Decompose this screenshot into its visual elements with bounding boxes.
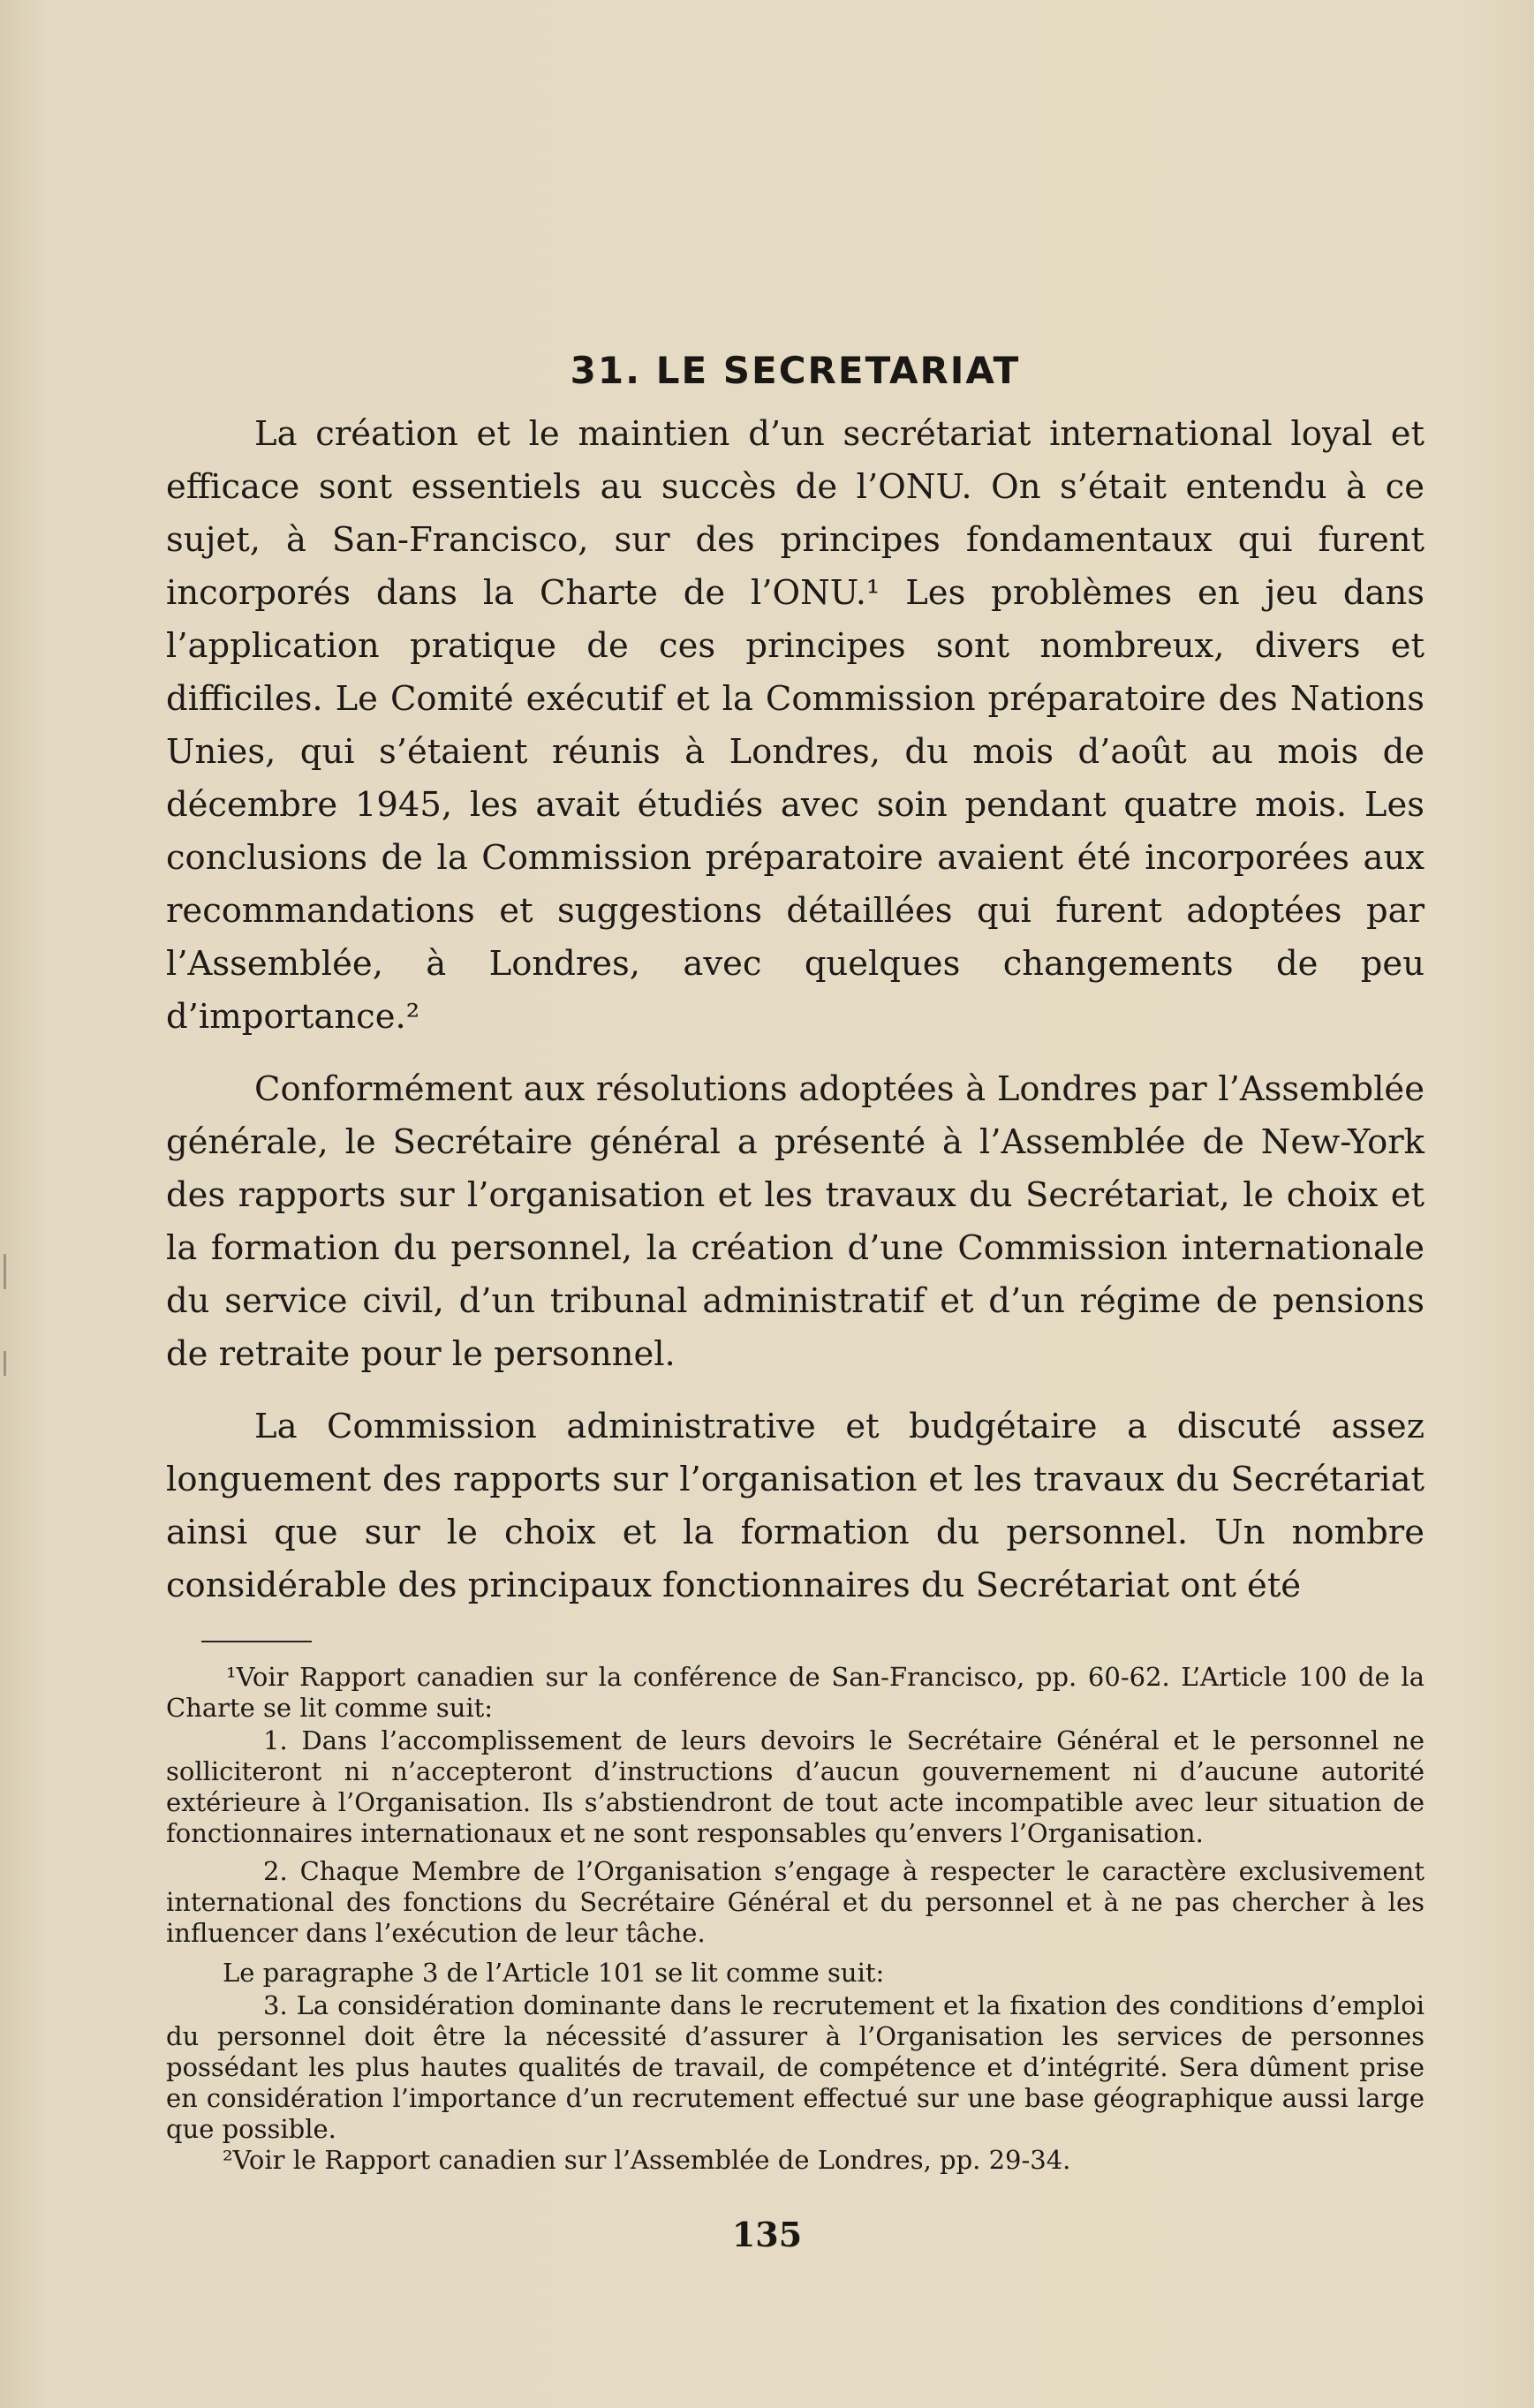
scan-edge-mark [4,1351,6,1376]
footnote-quote-2: 2. Chaque Membre de l’Organisation s’engage à respecter le caractère exclusivement international des fonctions du Secrétaire Général et du personnel et à ne pas chercher à les influencer dans l’exécution de leur tâche. [166,1856,1424,1948]
footnote-lead: Le paragraphe 3 de l’Article 101 se lit comme suit: [223,1958,885,1988]
section-title: 31. LE SECRETARIAT [570,349,1021,392]
page-content [166,349,1424,2176]
body-paragraph: Conformément aux résolutions adoptées à Londres par l’Assemblée générale, le Secrétaire général a présenté à l’Assemblée de New-York des rapports sur l’organisation et les travaux du Secrétariat, le choix et la formation du personnel, la création d’une Commission internationale du service civil, d’un tribunal administratif et d’un régime de pensions de retraite pour le personnel. [166,1069,1424,1374]
footnote-quote-1: 1. Dans l’accomplissement de leurs devoirs le Secrétaire Général et le personnel ne solliciteront ni n’accepteront d’instructions d’aucun gouvernement ni d’aucune autorité extérieure à l’Organisation. Ils s’abstiendront de tout acte incompatible avec leur situation de fonctionnaires internationaux et ne sont responsables qu’envers l’Organisation. [166,1725,1424,1848]
footnote-divider [201,1641,312,1642]
scan-edge-mark [4,1254,6,1289]
footnote-2: ²Voir le Rapport canadien sur l’Assemblée de Londres, pp. 29-34. [223,2145,1071,2175]
footnote-quote-3: 3. La considération dominante dans le recrutement et la fixation des conditions d’emploi du personnel doit être la nécessité d’assurer à l’Organisation les services de personnes possédant les plus hautes qualités de travail, de compétence et d’intégrité. Sera dûment prise en considération l’importance d’un recrutement effectué sur une base géographique aussi large que possible. [166,1990,1424,2144]
footnote-1-intro: ¹Voir Rapport canadien sur la conférence de San-Francisco, pp. 60-62. L’Article 100 de la Charte se lit comme suit: [166,1662,1424,1723]
body-paragraph: La Commission administrative et budgétaire a discuté assez longuement des rapports sur l’organisation et les travaux du Secrétariat ainsi que sur le choix et la formation du personnel. Un nombre considérable des principaux fonctionnaires du Secrétariat ont été [166,1407,1424,1605]
page-number: 135 [731,2215,803,2254]
body-paragraph: La création et le maintien d’un secrétariat international loyal et efficace sont essentiels au succès de l’ONU. On s’était entendu à ce sujet, à San-Francisco, sur des principes fondamentaux qui furent incorporés dans la Charte de l’ONU.¹ Les problèmes en jeu dans l’application pratique de ces principes sont nombreux, divers et difficiles. Le Comité exécutif et la Commission préparatoire des Nations Unies, qui s’étaient réunis à Londres, du mois d’août au mois de décembre 1945, les avait étudiés avec soin pendant quatre mois. Les conclusions de la Commission préparatoire avaient été incorporées aux recommandations et suggestions détaillées qui furent adoptées par l’Assemblée, à Londres, avec quelques changements de peu d’importance.² [166,414,1424,1037]
footnotes [166,1662,1424,2176]
